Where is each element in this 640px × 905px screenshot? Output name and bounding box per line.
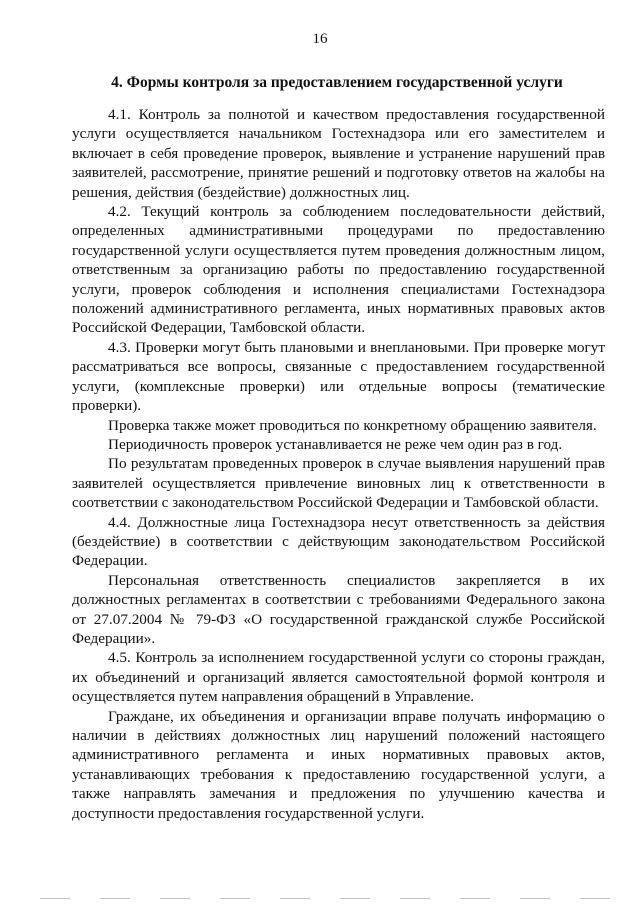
paragraph-4-1: 4.1. Контроль за полнотой и качеством предоставления государственной услуги осуществляется начальником Гостехнадзора или его заместителем и включает в себя проведение проверок, выявление и устранение нарушений прав заявителей, рассмотрение, принятие решений и подготовку ответов на жалобы на решения, действия (бездействие) должностных лиц. (72, 106, 605, 201)
paragraph-4-5-citizens: Граждане, их объединения и организации вправе получать информацию о наличии в действиях должностных лиц нарушений положений настоящего административного регламента и иных нормативных правовых актов, устанавливающих требования к предоставлению государственной услуги, а также направлять замечания и предложения по улучшению качества и доступности предоставления государственной услуги. (72, 707, 605, 822)
paragraph-4-3-results: По результатам проведенных проверок в случае выявления нарушений прав заявителей осуществляется привлечение виновных лиц к ответственности в соответствии с законодательством Российской Федерации и Тамбовской области. (72, 455, 605, 512)
page-number: 16 (312, 31, 328, 47)
paragraph-4-3-applicant: Проверка также может проводиться по конкретному обращению заявителя. (108, 416, 597, 434)
paragraph-4-2: 4.2. Текущий контроль за соблюдением последовательности действий, определенных административными процедурами по предоставлению государственной услуги осуществляется путем проведения должностным лицом, ответственным за организацию работы по предоставлению государственной услуги, проверок соблюдения и исполнения специалистами Гостехнадзора положений административного регламента, иных нормативных правовых актов Российской Федерации, Тамбовской области. (72, 203, 605, 337)
paragraph-4-4-personal: Персональная ответственность специалистов закрепляется в их должностных регламентах в соответствии с требованиями Федерального закона от 27.07.2004 № 79-ФЗ «О государственной гражданской службе Российской Федерации». (72, 571, 605, 647)
page-bottom-edge (40, 898, 610, 899)
paragraph-4-3-periodicity: Периодичность проверок устанавливается не реже чем один раз в год. (108, 435, 563, 453)
paragraph-4-5: 4.5. Контроль за исполнением государственной услуги со стороны граждан, их объединений и организаций является самостоятельной формой контроля и осуществляется путем направления обращений в Управление. (72, 649, 605, 706)
section-body (72, 105, 605, 823)
paragraph-4-3: 4.3. Проверки могут быть плановыми и внеплановыми. При проверке могут рассматриваться все вопросы, связанные с предоставлением государственной услуги, (комплексные проверки) или отдельные вопросы (тематические проверки). (72, 338, 605, 415)
section-heading: 4. Формы контроля за предоставлением государственной услуги (111, 74, 563, 91)
paragraph-4-4: 4.4. Должностные лица Гостехнадзора несут ответственность за действия (бездействие) в соответствии с действующим законодательством Российской Федерации. (72, 513, 605, 570)
